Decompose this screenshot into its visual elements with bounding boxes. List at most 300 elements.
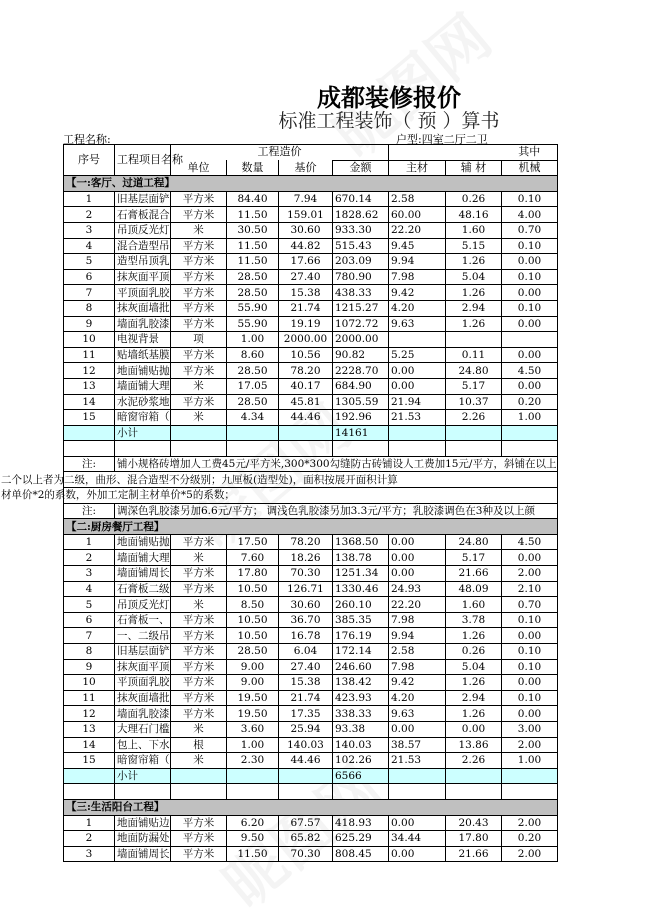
row-machinery: 0.00 (502, 347, 558, 363)
row-no: 7 (64, 285, 115, 301)
row-item-name: 地面铺贴边 (115, 815, 171, 831)
row-unit: 平方米 (171, 347, 227, 363)
note-row-4 (64, 503, 558, 519)
row-machinery: 0.00 (502, 254, 558, 270)
row-no: 5 (64, 597, 115, 613)
row-unit-price: 78.20 (279, 363, 333, 379)
row-machinery: 0.10 (502, 269, 558, 285)
row-no: 1 (64, 815, 115, 831)
row-aux-material: 1.26 (446, 706, 502, 722)
empty-cell (446, 441, 502, 457)
note-row-2 (64, 472, 558, 488)
row-unit-price: 65.82 (279, 831, 333, 847)
row-amount: 808.45 (333, 846, 389, 862)
row-amount: 203.09 (333, 254, 389, 270)
row-unit-price: 159.01 (279, 207, 333, 223)
row-amount: 1072.72 (333, 316, 389, 332)
col-price-header: 基价 (279, 160, 333, 176)
row-item-name: 石膏板二级 (115, 581, 171, 597)
row-no: 1 (64, 534, 115, 550)
row-qty: 30.50 (227, 222, 279, 238)
row-amount: 1305.59 (333, 394, 389, 410)
row-machinery: 0.00 (502, 706, 558, 722)
row-qty: 1.00 (227, 737, 279, 753)
row-amount: 338.33 (333, 706, 389, 722)
row-item-name: 一、二级吊 (115, 628, 171, 644)
row-qty: 28.50 (227, 644, 279, 660)
table-row (64, 815, 558, 831)
row-unit: 米 (171, 410, 227, 426)
row-unit: 平方米 (171, 644, 227, 660)
row-unit-price: 126.71 (279, 581, 333, 597)
row-main-material: 9.42 (389, 285, 446, 301)
row-unit-price: 6.04 (279, 644, 333, 660)
row-main-material: 2.58 (389, 191, 446, 207)
row-item-name: 地面铺贴抛 (115, 363, 171, 379)
col-amount-header: 金额 (333, 160, 389, 176)
table-row (64, 690, 558, 706)
row-no: 4 (64, 238, 115, 254)
row-aux-material: 2.94 (446, 690, 502, 706)
row-item-name: 抹灰面平顶 (115, 659, 171, 675)
row-no: 11 (64, 347, 115, 363)
row-machinery: 0.70 (502, 597, 558, 613)
row-amount: 418.93 (333, 815, 389, 831)
row-unit-price: 45.81 (279, 394, 333, 410)
row-unit-price: 78.20 (279, 534, 333, 550)
row-aux-material: 2.26 (446, 410, 502, 426)
row-machinery: 2.00 (502, 566, 558, 582)
table-row (64, 628, 558, 644)
row-main-material: 4.20 (389, 300, 446, 316)
empty-cell (279, 768, 333, 784)
row-qty: 11.50 (227, 238, 279, 254)
row-no: 5 (64, 254, 115, 270)
row-qty: 9.00 (227, 675, 279, 691)
row-amount: 2000.00 (333, 332, 389, 348)
row-amount: 385.35 (333, 612, 389, 628)
empty-cell (446, 768, 502, 784)
row-machinery: 2.10 (502, 581, 558, 597)
empty-cell (389, 784, 446, 800)
row-machinery: 0.00 (502, 628, 558, 644)
table-row (64, 238, 558, 254)
table-row (64, 534, 558, 550)
table-row (64, 597, 558, 613)
table-row (64, 207, 558, 223)
empty-cell (171, 441, 227, 457)
row-unit-price: 19.19 (279, 316, 333, 332)
row-no: 14 (64, 737, 115, 753)
row-machinery: 0.10 (502, 644, 558, 660)
row-main-material: 21.53 (389, 410, 446, 426)
row-aux-material: 13.86 (446, 737, 502, 753)
row-amount: 625.29 (333, 831, 389, 847)
table-row (64, 612, 558, 628)
row-machinery: 0.10 (502, 238, 558, 254)
row-unit-price: 15.38 (279, 675, 333, 691)
empty-cell (227, 768, 279, 784)
row-no: 8 (64, 300, 115, 316)
row-item-name: 旧基层面铲 (115, 644, 171, 660)
row-qty: 9.50 (227, 831, 279, 847)
subtotal-value: 14161 (333, 425, 389, 441)
row-aux-material: 2.26 (446, 753, 502, 769)
row-unit: 平方米 (171, 675, 227, 691)
row-main-material (389, 332, 446, 348)
row-amount: 90.82 (333, 347, 389, 363)
row-unit-price: 17.35 (279, 706, 333, 722)
row-item-name: 石膏板一、 (115, 612, 171, 628)
row-unit-price: 30.60 (279, 222, 333, 238)
row-machinery: 2.00 (502, 815, 558, 831)
row-amount: 102.26 (333, 753, 389, 769)
row-machinery: 2.00 (502, 846, 558, 862)
note-label: 注: (64, 503, 115, 519)
col-qty-header: 数量 (227, 160, 279, 176)
row-unit: 平方米 (171, 207, 227, 223)
empty-cell (333, 784, 389, 800)
row-aux-material: 0.11 (446, 347, 502, 363)
row-main-material: 34.44 (389, 831, 446, 847)
row-no: 13 (64, 721, 115, 737)
row-item-name: 混合造型吊 (115, 238, 171, 254)
row-main-material: 0.00 (389, 846, 446, 862)
table-row (64, 706, 558, 722)
row-machinery: 0.10 (502, 300, 558, 316)
row-main-material: 0.00 (389, 550, 446, 566)
row-amount: 1215.27 (333, 300, 389, 316)
col-aux-header: 辅 材 (446, 160, 502, 176)
row-unit: 平方米 (171, 581, 227, 597)
row-amount: 138.42 (333, 675, 389, 691)
row-aux-material: 1.26 (446, 254, 502, 270)
empty-cell (502, 425, 558, 441)
row-no: 8 (64, 644, 115, 660)
row-qty: 28.50 (227, 363, 279, 379)
row-main-material: 4.20 (389, 690, 446, 706)
row-machinery: 0.00 (502, 285, 558, 301)
row-unit: 根 (171, 737, 227, 753)
row-unit-price: 40.17 (279, 378, 333, 394)
empty-cell (333, 441, 389, 457)
row-unit: 项 (171, 332, 227, 348)
row-aux-material: 3.78 (446, 612, 502, 628)
row-qty: 55.90 (227, 300, 279, 316)
row-main-material: 0.00 (389, 363, 446, 379)
row-unit: 平方米 (171, 269, 227, 285)
empty-cell (171, 768, 227, 784)
row-qty: 9.00 (227, 659, 279, 675)
row-unit: 平方米 (171, 285, 227, 301)
row-machinery: 4.00 (502, 207, 558, 223)
row-aux-material: 21.66 (446, 846, 502, 862)
row-main-material: 24.93 (389, 581, 446, 597)
project-name-label: 工程名称: (63, 133, 111, 146)
row-amount: 176.19 (333, 628, 389, 644)
row-qty: 10.50 (227, 628, 279, 644)
row-unit: 平方米 (171, 815, 227, 831)
table-row (64, 846, 558, 862)
row-unit-price: 21.74 (279, 690, 333, 706)
row-unit: 平方米 (171, 394, 227, 410)
row-unit: 平方米 (171, 300, 227, 316)
table-row (64, 394, 558, 410)
row-aux-material: 21.66 (446, 566, 502, 582)
empty-cell (446, 425, 502, 441)
row-unit: 平方米 (171, 316, 227, 332)
row-qty: 7.60 (227, 550, 279, 566)
row-machinery: 0.10 (502, 659, 558, 675)
row-machinery: 1.00 (502, 753, 558, 769)
header-row-1 (64, 145, 558, 161)
row-no: 3 (64, 846, 115, 862)
empty-cell (502, 768, 558, 784)
row-no: 6 (64, 269, 115, 285)
row-aux-material: 1.60 (446, 597, 502, 613)
row-main-material: 60.00 (389, 207, 446, 223)
table-row (64, 659, 558, 675)
row-item-name: 抹灰面墙批 (115, 690, 171, 706)
row-amount: 172.14 (333, 644, 389, 660)
row-aux-material: 48.09 (446, 581, 502, 597)
col-unit-header: 单位 (171, 160, 227, 176)
row-item-name: 暗窗帘箱（ (115, 753, 171, 769)
table-row (64, 347, 558, 363)
table-row (64, 316, 558, 332)
row-unit: 米 (171, 721, 227, 737)
table-row (64, 550, 558, 566)
empty-cell (64, 768, 115, 784)
empty-cell (279, 784, 333, 800)
table-row (64, 254, 558, 270)
row-main-material: 0.00 (389, 378, 446, 394)
row-aux-material: 24.80 (446, 363, 502, 379)
row-machinery: 0.00 (502, 378, 558, 394)
row-qty: 10.50 (227, 612, 279, 628)
row-qty: 4.34 (227, 410, 279, 426)
row-amount: 138.78 (333, 550, 389, 566)
section-title: 【二:厨房餐厅工程】 (64, 519, 558, 535)
row-main-material: 0.00 (389, 566, 446, 582)
row-aux-material: 5.04 (446, 659, 502, 675)
row-no: 2 (64, 550, 115, 566)
row-unit-price: 15.38 (279, 285, 333, 301)
subtotal-label: 小计 (115, 768, 171, 784)
subtotal-row (64, 768, 558, 784)
row-unit-price: 44.46 (279, 410, 333, 426)
row-aux-material: 17.80 (446, 831, 502, 847)
table-row (64, 363, 558, 379)
row-qty: 8.50 (227, 597, 279, 613)
row-qty: 19.50 (227, 690, 279, 706)
row-main-material: 0.00 (389, 815, 446, 831)
row-machinery: 0.00 (502, 550, 558, 566)
row-main-material: 0.00 (389, 721, 446, 737)
row-no: 3 (64, 222, 115, 238)
row-no: 2 (64, 831, 115, 847)
row-main-material: 2.58 (389, 644, 446, 660)
row-aux-material: 0.26 (446, 644, 502, 660)
row-unit-price: 27.40 (279, 269, 333, 285)
col-mach-header: 机械 (502, 160, 558, 176)
empty-cell (115, 441, 171, 457)
row-amount: 1368.50 (333, 534, 389, 550)
table-row (64, 222, 558, 238)
row-unit: 平方米 (171, 846, 227, 862)
row-unit: 米 (171, 550, 227, 566)
row-machinery: 0.20 (502, 394, 558, 410)
row-unit-price: 70.30 (279, 846, 333, 862)
row-machinery: 0.00 (502, 675, 558, 691)
row-machinery: 3.00 (502, 721, 558, 737)
row-qty: 8.60 (227, 347, 279, 363)
row-aux-material: 2.94 (446, 300, 502, 316)
col-item-header: 工程项目名称 (115, 145, 171, 176)
row-machinery: 0.00 (502, 316, 558, 332)
row-no: 11 (64, 690, 115, 706)
row-unit: 平方米 (171, 659, 227, 675)
row-unit: 米 (171, 222, 227, 238)
blank-row (64, 784, 558, 800)
row-no: 12 (64, 706, 115, 722)
row-aux-material: 48.16 (446, 207, 502, 223)
row-item-name: 墙面铺大理 (115, 378, 171, 394)
row-item-name: 墙面铺周长 (115, 846, 171, 862)
empty-cell (446, 784, 502, 800)
row-no: 2 (64, 207, 115, 223)
row-item-name: 抹灰面墙批 (115, 300, 171, 316)
row-aux-material (446, 332, 502, 348)
row-qty: 17.50 (227, 534, 279, 550)
row-amount: 515.43 (333, 238, 389, 254)
row-no: 14 (64, 394, 115, 410)
row-unit-price: 25.94 (279, 721, 333, 737)
row-machinery: 0.20 (502, 831, 558, 847)
row-no: 10 (64, 675, 115, 691)
row-unit: 米 (171, 378, 227, 394)
row-unit: 米 (171, 753, 227, 769)
subtotal-value: 6566 (333, 768, 389, 784)
row-no: 15 (64, 410, 115, 426)
row-machinery: 4.50 (502, 363, 558, 379)
row-item-name: 抹灰面平顶 (115, 269, 171, 285)
empty-cell (64, 784, 115, 800)
subtotal-label: 小计 (115, 425, 171, 441)
table-row (64, 332, 558, 348)
row-unit: 平方米 (171, 612, 227, 628)
col-of-which-header: 其中 (502, 145, 558, 161)
note-label: 注: (64, 456, 115, 472)
row-aux-material: 1.26 (446, 285, 502, 301)
table-row (64, 753, 558, 769)
row-aux-material: 5.17 (446, 550, 502, 566)
row-qty: 55.90 (227, 316, 279, 332)
row-amount: 670.14 (333, 191, 389, 207)
row-item-name: 墙面铺周长 (115, 566, 171, 582)
row-main-material: 7.98 (389, 659, 446, 675)
row-qty: 28.50 (227, 394, 279, 410)
row-item-name: 墙面铺大理 (115, 550, 171, 566)
row-amount: 260.10 (333, 597, 389, 613)
row-qty: 3.60 (227, 721, 279, 737)
row-item-name: 地面防漏处 (115, 831, 171, 847)
table-row (64, 378, 558, 394)
row-unit-price: 44.46 (279, 753, 333, 769)
page-subtitle: 标准工程装饰（ 预 ）算书 (278, 110, 500, 132)
row-main-material: 9.45 (389, 238, 446, 254)
row-qty: 1.00 (227, 332, 279, 348)
empty-cell (389, 441, 446, 457)
note-row-1 (64, 456, 558, 472)
row-unit: 平方米 (171, 363, 227, 379)
section-header (64, 519, 558, 535)
table-row (64, 410, 558, 426)
empty-cell (64, 425, 115, 441)
col-no-header: 序号 (64, 145, 115, 176)
row-unit-price: 17.66 (279, 254, 333, 270)
row-qty: 84.40 (227, 191, 279, 207)
row-item-name: 贴墙纸基膜 (115, 347, 171, 363)
table-row (64, 721, 558, 737)
note-row-3 (64, 488, 558, 504)
row-main-material: 9.94 (389, 254, 446, 270)
row-unit-price: 67.57 (279, 815, 333, 831)
col-main-header: 主材 (389, 160, 446, 176)
row-main-material: 21.53 (389, 753, 446, 769)
row-unit: 米 (171, 597, 227, 613)
row-main-material: 7.98 (389, 269, 446, 285)
row-main-material: 9.63 (389, 316, 446, 332)
row-unit-price: 7.94 (279, 191, 333, 207)
row-amount: 438.33 (333, 285, 389, 301)
table-row (64, 285, 558, 301)
row-no: 9 (64, 659, 115, 675)
row-unit: 平方米 (171, 534, 227, 550)
empty-cell (389, 768, 446, 784)
row-amount: 423.93 (333, 690, 389, 706)
house-type: 户型:四室二厅二卫 (396, 133, 488, 146)
row-aux-material: 5.15 (446, 238, 502, 254)
row-unit-price: 30.60 (279, 597, 333, 613)
row-machinery: 1.00 (502, 410, 558, 426)
row-unit-price: 18.26 (279, 550, 333, 566)
row-unit-price: 27.40 (279, 659, 333, 675)
col-cost-group-header: 工程造价 (171, 145, 389, 161)
empty-cell (171, 784, 227, 800)
empty-cell (115, 784, 171, 800)
row-item-name: 吊顶反光灯 (115, 597, 171, 613)
row-no: 15 (64, 753, 115, 769)
row-qty: 28.50 (227, 269, 279, 285)
row-main-material: 0.00 (389, 534, 446, 550)
section-header (64, 176, 558, 192)
row-main-material: 9.94 (389, 628, 446, 644)
row-aux-material: 1.26 (446, 675, 502, 691)
empty-cell (279, 441, 333, 457)
row-no: 6 (64, 612, 115, 628)
empty-cell (227, 441, 279, 457)
row-item-name: 石膏板混合 (115, 207, 171, 223)
row-item-name: 地面铺贴抛 (115, 534, 171, 550)
row-item-name: 包上、下水 (115, 737, 171, 753)
row-item-name: 吊顶反光灯 (115, 222, 171, 238)
row-qty: 10.50 (227, 581, 279, 597)
note-text: 材单价*2的系数，外加工定制主材单价*5的系数； (1, 488, 495, 504)
row-qty: 11.50 (227, 207, 279, 223)
section-title: 【一:客厅、过道工程】 (64, 176, 558, 192)
row-qty: 17.80 (227, 566, 279, 582)
